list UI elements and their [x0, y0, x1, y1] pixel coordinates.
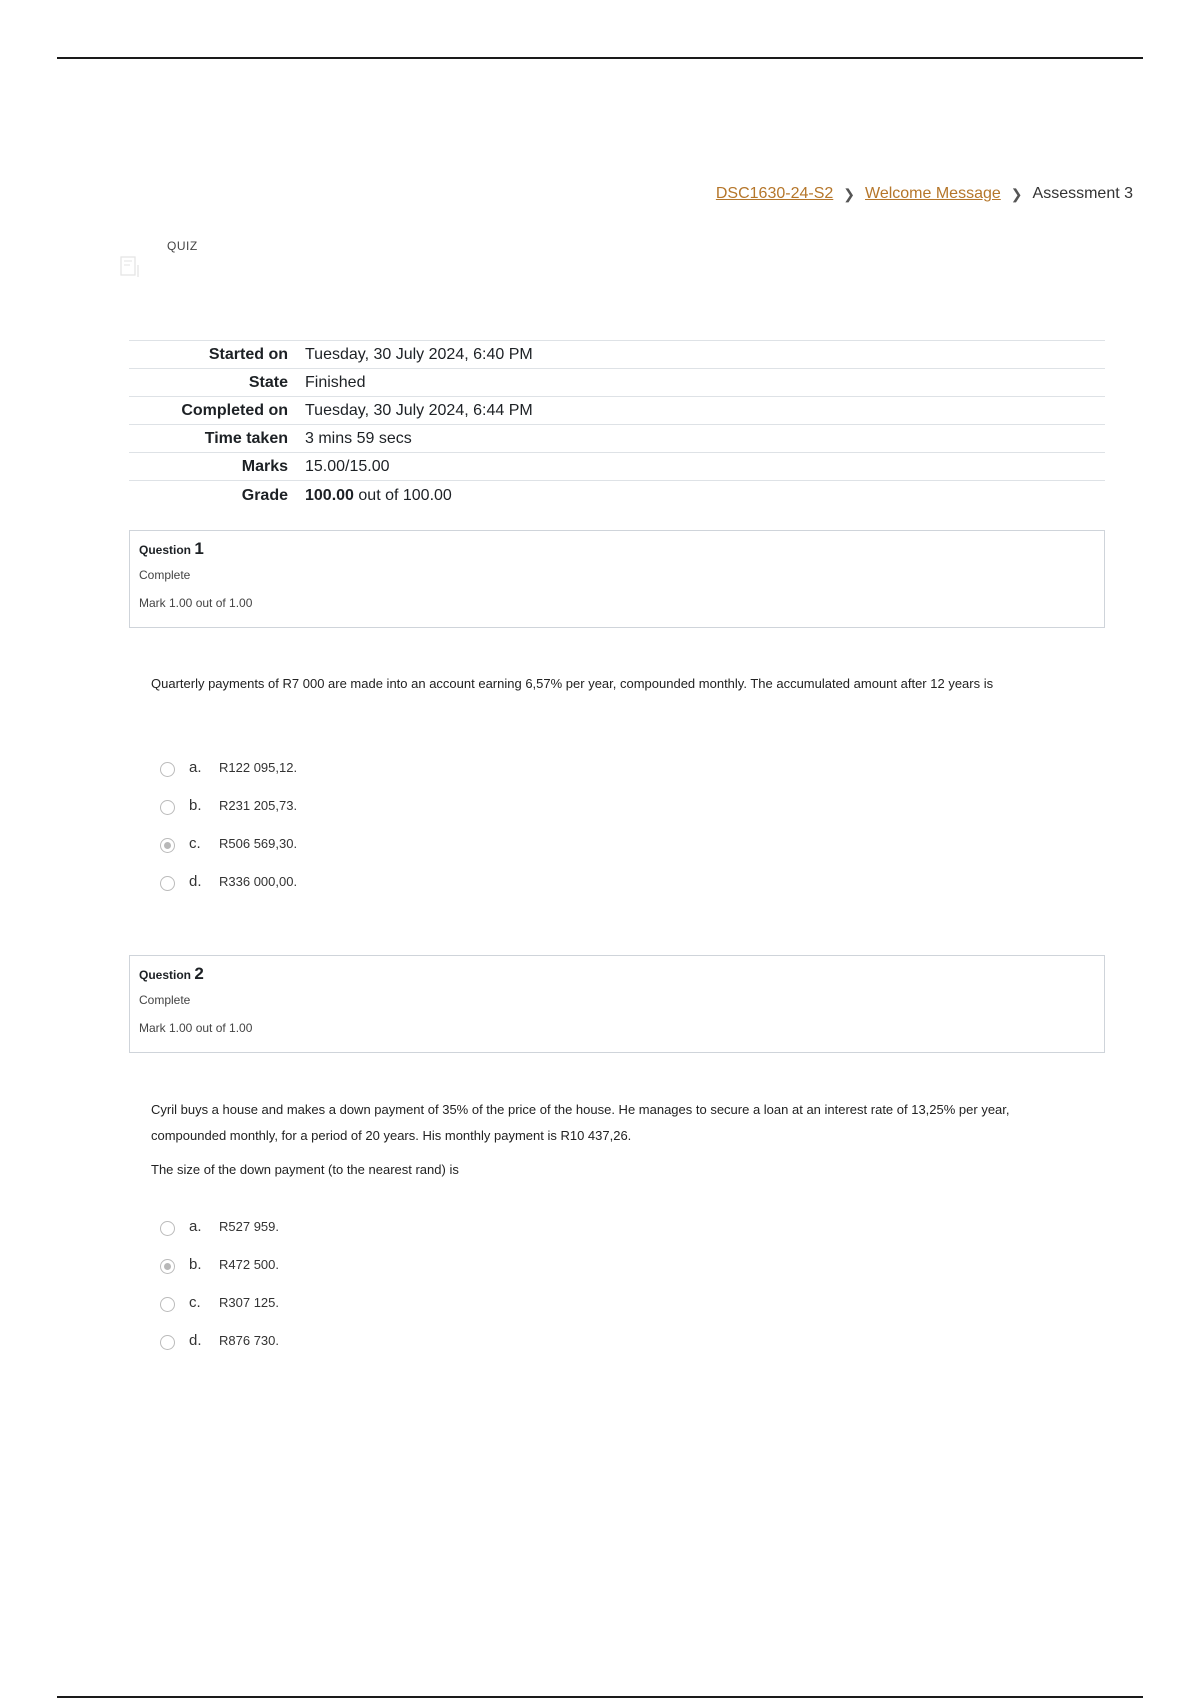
- summary-label: Time taken: [204, 429, 288, 447]
- answer-letter: d.: [189, 872, 202, 890]
- question-number: [139, 539, 1095, 559]
- radio-button[interactable]: [160, 1335, 175, 1350]
- answer-option[interactable]: [160, 1207, 279, 1245]
- question-number-value: 1: [194, 539, 204, 558]
- summary-value: Finished: [305, 373, 366, 391]
- radio-button[interactable]: [160, 876, 175, 891]
- radio-button[interactable]: [160, 800, 175, 815]
- answer-option[interactable]: [160, 786, 297, 824]
- answer-option-selected[interactable]: [160, 1245, 279, 1283]
- question-label: Question: [139, 968, 192, 982]
- question-mark: Mark 1.00 out of 1.00: [139, 1021, 253, 1035]
- answer-options: [160, 1207, 279, 1359]
- summary-row-time-taken: [129, 425, 1105, 453]
- summary-row-marks: [129, 453, 1105, 481]
- summary-value: 3 mins 59 secs: [305, 429, 412, 447]
- page-top-rule: [57, 57, 1143, 59]
- answer-letter: c.: [189, 1293, 201, 1311]
- chevron-right-icon: ❯: [843, 185, 856, 202]
- question-number-value: 2: [194, 964, 204, 983]
- radio-button[interactable]: [160, 762, 175, 777]
- answer-text: R122 095,12.: [219, 759, 298, 775]
- summary-row-state: [129, 369, 1105, 397]
- radio-button[interactable]: [160, 1297, 175, 1312]
- question-label: Question: [139, 543, 192, 557]
- answer-options: [160, 748, 297, 900]
- question-state: Complete: [139, 568, 191, 582]
- question-info-box: [129, 530, 1105, 628]
- activity-type-label: QUIZ: [167, 239, 198, 253]
- radio-button-checked[interactable]: [160, 1259, 175, 1274]
- chevron-right-icon: ❯: [1010, 185, 1023, 202]
- answer-letter: b.: [189, 1255, 202, 1273]
- question-text: [151, 1097, 1086, 1183]
- answer-text: R231 205,73.: [219, 797, 298, 813]
- answer-text: R876 730.: [219, 1332, 279, 1348]
- summary-label: Marks: [241, 457, 288, 475]
- grade-suffix: out of 100.00: [358, 486, 452, 504]
- question-text-paragraph: Cyril buys a house and makes a down payment of 35% of the price of the house. He manages to secure a loan at an interest rate of 13,25% per year, compounded monthly, for a period of 20 years. His monthly payment is R10 437,26.: [151, 1102, 1010, 1143]
- answer-letter: d.: [189, 1331, 202, 1349]
- question-number: [139, 964, 1095, 984]
- breadcrumb: [716, 185, 1133, 203]
- answer-letter: c.: [189, 834, 201, 852]
- answer-letter: a.: [189, 1217, 202, 1235]
- answer-option[interactable]: [160, 1321, 279, 1359]
- breadcrumb-course-link[interactable]: DSC1630-24-S2: [715, 185, 834, 202]
- answer-text: R506 569,30.: [219, 835, 298, 851]
- summary-label: Grade: [241, 486, 288, 504]
- answer-option[interactable]: [160, 748, 297, 786]
- grade-value: 100.00: [305, 486, 354, 504]
- summary-label: Started on: [208, 345, 288, 363]
- radio-button-checked[interactable]: [160, 838, 175, 853]
- question-text: [151, 671, 1086, 697]
- answer-option[interactable]: [160, 1283, 279, 1321]
- answer-option-selected[interactable]: [160, 824, 297, 862]
- summary-value: Tuesday, 30 July 2024, 6:40 PM: [305, 345, 533, 363]
- answer-text: R472 500.: [219, 1256, 279, 1272]
- radio-button[interactable]: [160, 1221, 175, 1236]
- summary-label: Completed on: [181, 401, 288, 419]
- quiz-icon: [118, 255, 142, 279]
- answer-text: R307 125.: [219, 1294, 279, 1310]
- page-bottom-rule: [57, 1696, 1143, 1698]
- summary-label: State: [248, 373, 288, 391]
- question-state: Complete: [139, 993, 191, 1007]
- breadcrumb-current: Assessment 3: [1032, 185, 1133, 202]
- answer-letter: a.: [189, 758, 202, 776]
- question-text-paragraph: The size of the down payment (to the nearest rand) is: [151, 1162, 459, 1177]
- summary-row-grade: [129, 481, 1105, 511]
- answer-text: R527 959.: [219, 1218, 279, 1234]
- answer-text: R336 000,00.: [219, 873, 298, 889]
- question-text-paragraph: Quarterly payments of R7 000 are made into an account earning 6,57% per year, compounded monthly. The accumulated amount after 12 years is: [151, 676, 994, 691]
- answer-letter: b.: [189, 796, 202, 814]
- attempt-summary-table: [129, 340, 1105, 511]
- answer-option[interactable]: [160, 862, 297, 900]
- summary-value: [296, 481, 1105, 511]
- question-mark: Mark 1.00 out of 1.00: [139, 596, 253, 610]
- summary-row-started: [129, 341, 1105, 369]
- summary-value: 15.00/15.00: [305, 457, 390, 475]
- summary-value: Tuesday, 30 July 2024, 6:44 PM: [305, 401, 533, 419]
- summary-row-completed: [129, 397, 1105, 425]
- breadcrumb-section-link[interactable]: Welcome Message: [865, 185, 1001, 202]
- question-info-box: [129, 955, 1105, 1053]
